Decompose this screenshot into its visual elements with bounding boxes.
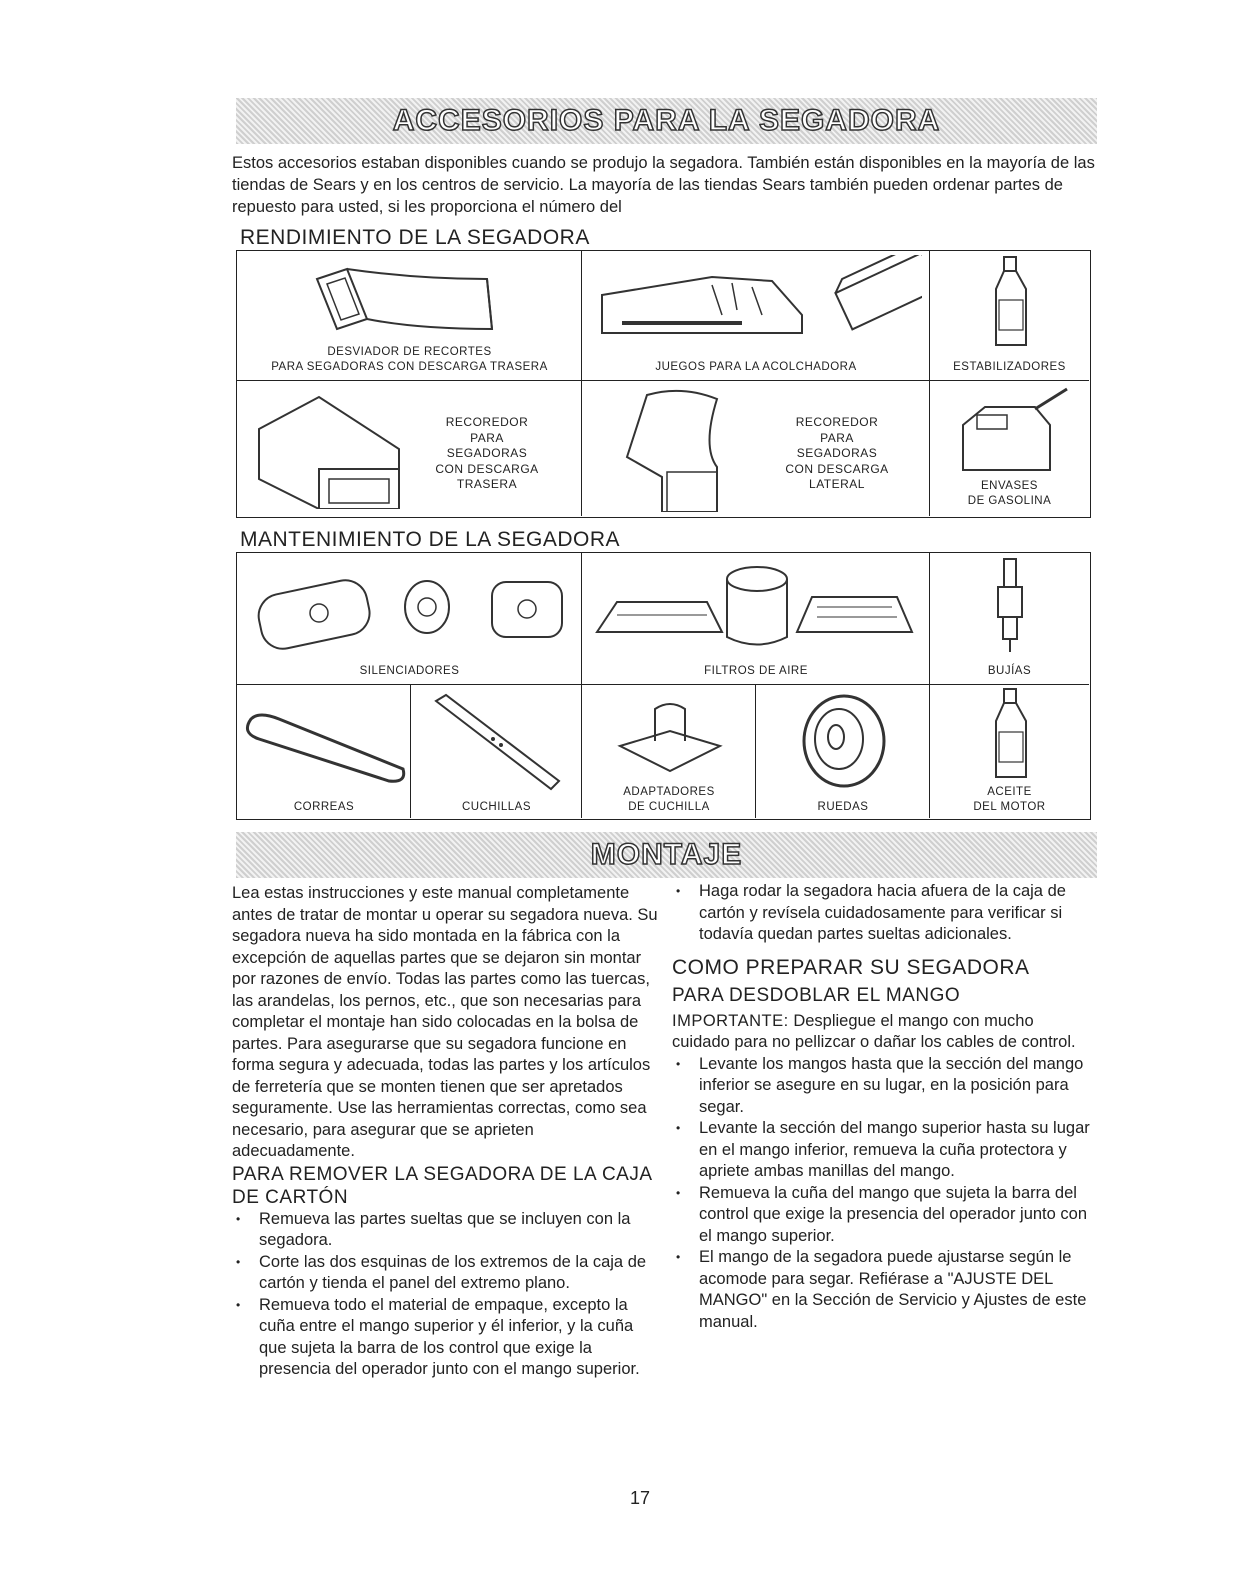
mantenimiento-grid [236,552,1091,820]
list-item: • Corte las dos esquinas de los extremos de la caja de cartón y tienda el panel del extremo plano. [232,1252,660,1295]
list-item: • Remueva todo el material de empaque, excepto la cuña entre el mango superior y él inferior, y la cuña que sujeta la barra de los control que exige la presencia del operador junto con el mango superior. [232,1295,660,1381]
important-text: Despliegue el mango con mucho cuidado para no pellizcar o dañar los cables de control. [672,1011,1076,1051]
montaje-intro: Lea estas instrucciones y este manual completamente antes de tratar de montar u operar su segadora nueva. Su segadora nueva ha sido montada en la fábrica con la excepción de aquellas partes que se dejaron sin montar por razones de envío. Todas las partes como las tuercas, las arandelas, los pernos, etc., que son necesarias para completar el montaje han sido colocadas en la bolsa de partes. Para asegurarse que su segadora funcione en forma segura y adecuada, todas las partes y los artículos de ferretería que se monten tienen que ser apretados seguramente. Use las herramientas correctas, como sea necesario, para asegurar que se aprieten adecuadamente. [232,884,658,1160]
important-note [672,1011,1092,1054]
list-item: • El mango de la segadora puede ajustarse según le acomode para segar. Refiérase a "AJUSTE DEL MANGO" en la Sección de Servicio y Ajustes de este manual. [672,1247,1092,1333]
list-item: • Remueva la cuña del mango que sujeta la barra del control que exige la presencia del operador junto con el mango superior. [672,1183,1092,1248]
cell-adaptadores [582,685,756,818]
estabilizadores-label: ESTABILIZADORES [953,361,1066,373]
montaje-right-column [672,881,1092,1333]
cuchillas-label: CUCHILLAS [461,801,532,813]
side-bag-drawing [622,387,732,512]
cell-acolchadora [582,251,930,381]
correas-label: CORREAS [293,801,355,813]
list-item: • Levante la sección del mango superior hasta su lugar en el mango inferior, remueva la cuña protectora y apriete ambas manillas del mango. [672,1118,1092,1183]
gasolina-label: ENVASES DE GASOLINA [967,480,1052,507]
rendimiento-title: RENDIMIENTO DE LA SEGADORA [240,226,590,249]
cell-cuchillas [411,685,582,818]
belt-drawing [239,699,409,789]
important-label: IMPORTANTE: [672,1011,789,1030]
chute-drawing [307,259,507,349]
montaje-banner: MONTAJE [236,832,1097,878]
cell-gasolina [930,381,1089,516]
filtros-label: FILTROS DE AIRE [704,665,808,677]
cell-silenciadores [237,553,582,685]
gas-can-drawing [955,385,1075,475]
desdoblar-list [672,1054,1092,1334]
list-item: • Remueva las partes sueltas que se incluyen con la segadora. [232,1209,660,1252]
list-item: • Haga rodar la segadora hacia afuera de la caja de cartón y revísela cuidadosamente para verificar si todavía quedan partes sueltas adicionales. [672,881,1092,946]
montaje-left-column [232,883,660,1381]
air-filter-drawing [592,557,922,662]
accessories-intro: Estos accesorios estaban disponibles cuando se produjo la segadora. También están disponibles en la mayoría de las tiendas de Sears y en los centros de servicio. La mayoría de las tiendas Sears también pueden ordenar partes de repuesto para usted, si les proporciona el número del [232,154,1095,216]
spark-plug-drawing [990,557,1030,657]
mulching-kit-drawing [592,255,922,355]
cell-estabilizadores [930,251,1089,381]
rendimiento-grid [236,250,1091,518]
rear-bag-drawing [249,389,419,509]
ruedas-label: RUEDAS [817,801,869,813]
mantenimiento-title: MANTENIMIENTO DE LA SEGADORA [240,528,621,551]
bujias-label: BUJÍAS [987,665,1032,677]
silenciadores-label: SILENCIADORES [359,665,460,677]
acolchadora-label: JUEGOS PARA LA ACOLCHADORA [655,361,857,373]
remover-heading: PARA REMOVER LA SEGADORA DE LA CAJA DE CARTÓN [232,1163,652,1208]
revisar-list [672,881,1092,946]
aceite-label: ACEITE DEL MOTOR [973,786,1046,813]
adapter-drawing [610,691,730,781]
bottle-drawing [986,255,1036,350]
cell-correas [237,685,411,818]
cell-bujias [930,553,1089,685]
desviador-label: DESVIADOR DE RECORTES [327,346,492,358]
adaptadores-label: ADAPTADORES DE CUCHILLA [623,786,715,813]
recogedor-trasera-label: RECOREDOR PARA SEGADORAS CON DESCARGA TRASERA [435,415,539,491]
cell-ruedas [756,685,930,818]
recogedor-lateral-label: RECOREDOR PARA SEGADORAS CON DESCARGA LATERAL [785,415,889,491]
remover-list [232,1209,660,1381]
oil-bottle-drawing [986,687,1036,782]
cell-desviador [237,251,582,381]
preparar-heading: COMO PREPARAR SU SEGADORA [672,955,1030,979]
cell-recogedor-lateral [582,381,930,516]
desviador-label2: PARA SEGADORAS CON DESCARGA TRASERA [271,361,548,373]
cell-aceite [930,685,1089,818]
list-item: • Levante los mangos hasta que la sección del mango inferior se asegure en su lugar, en la posición para segar. [672,1054,1092,1119]
desdoblar-heading: PARA DESDOBLAR EL MANGO [672,984,961,1006]
cell-recogedor-trasera [237,381,582,516]
page-number: 17 [629,1488,651,1508]
blade-drawing [421,689,571,799]
cell-filtros [582,553,930,685]
muffler-drawing [247,557,577,657]
wheel-drawing [794,691,894,791]
accessories-banner: ACCESORIOS PARA LA SEGADORA [236,98,1097,144]
